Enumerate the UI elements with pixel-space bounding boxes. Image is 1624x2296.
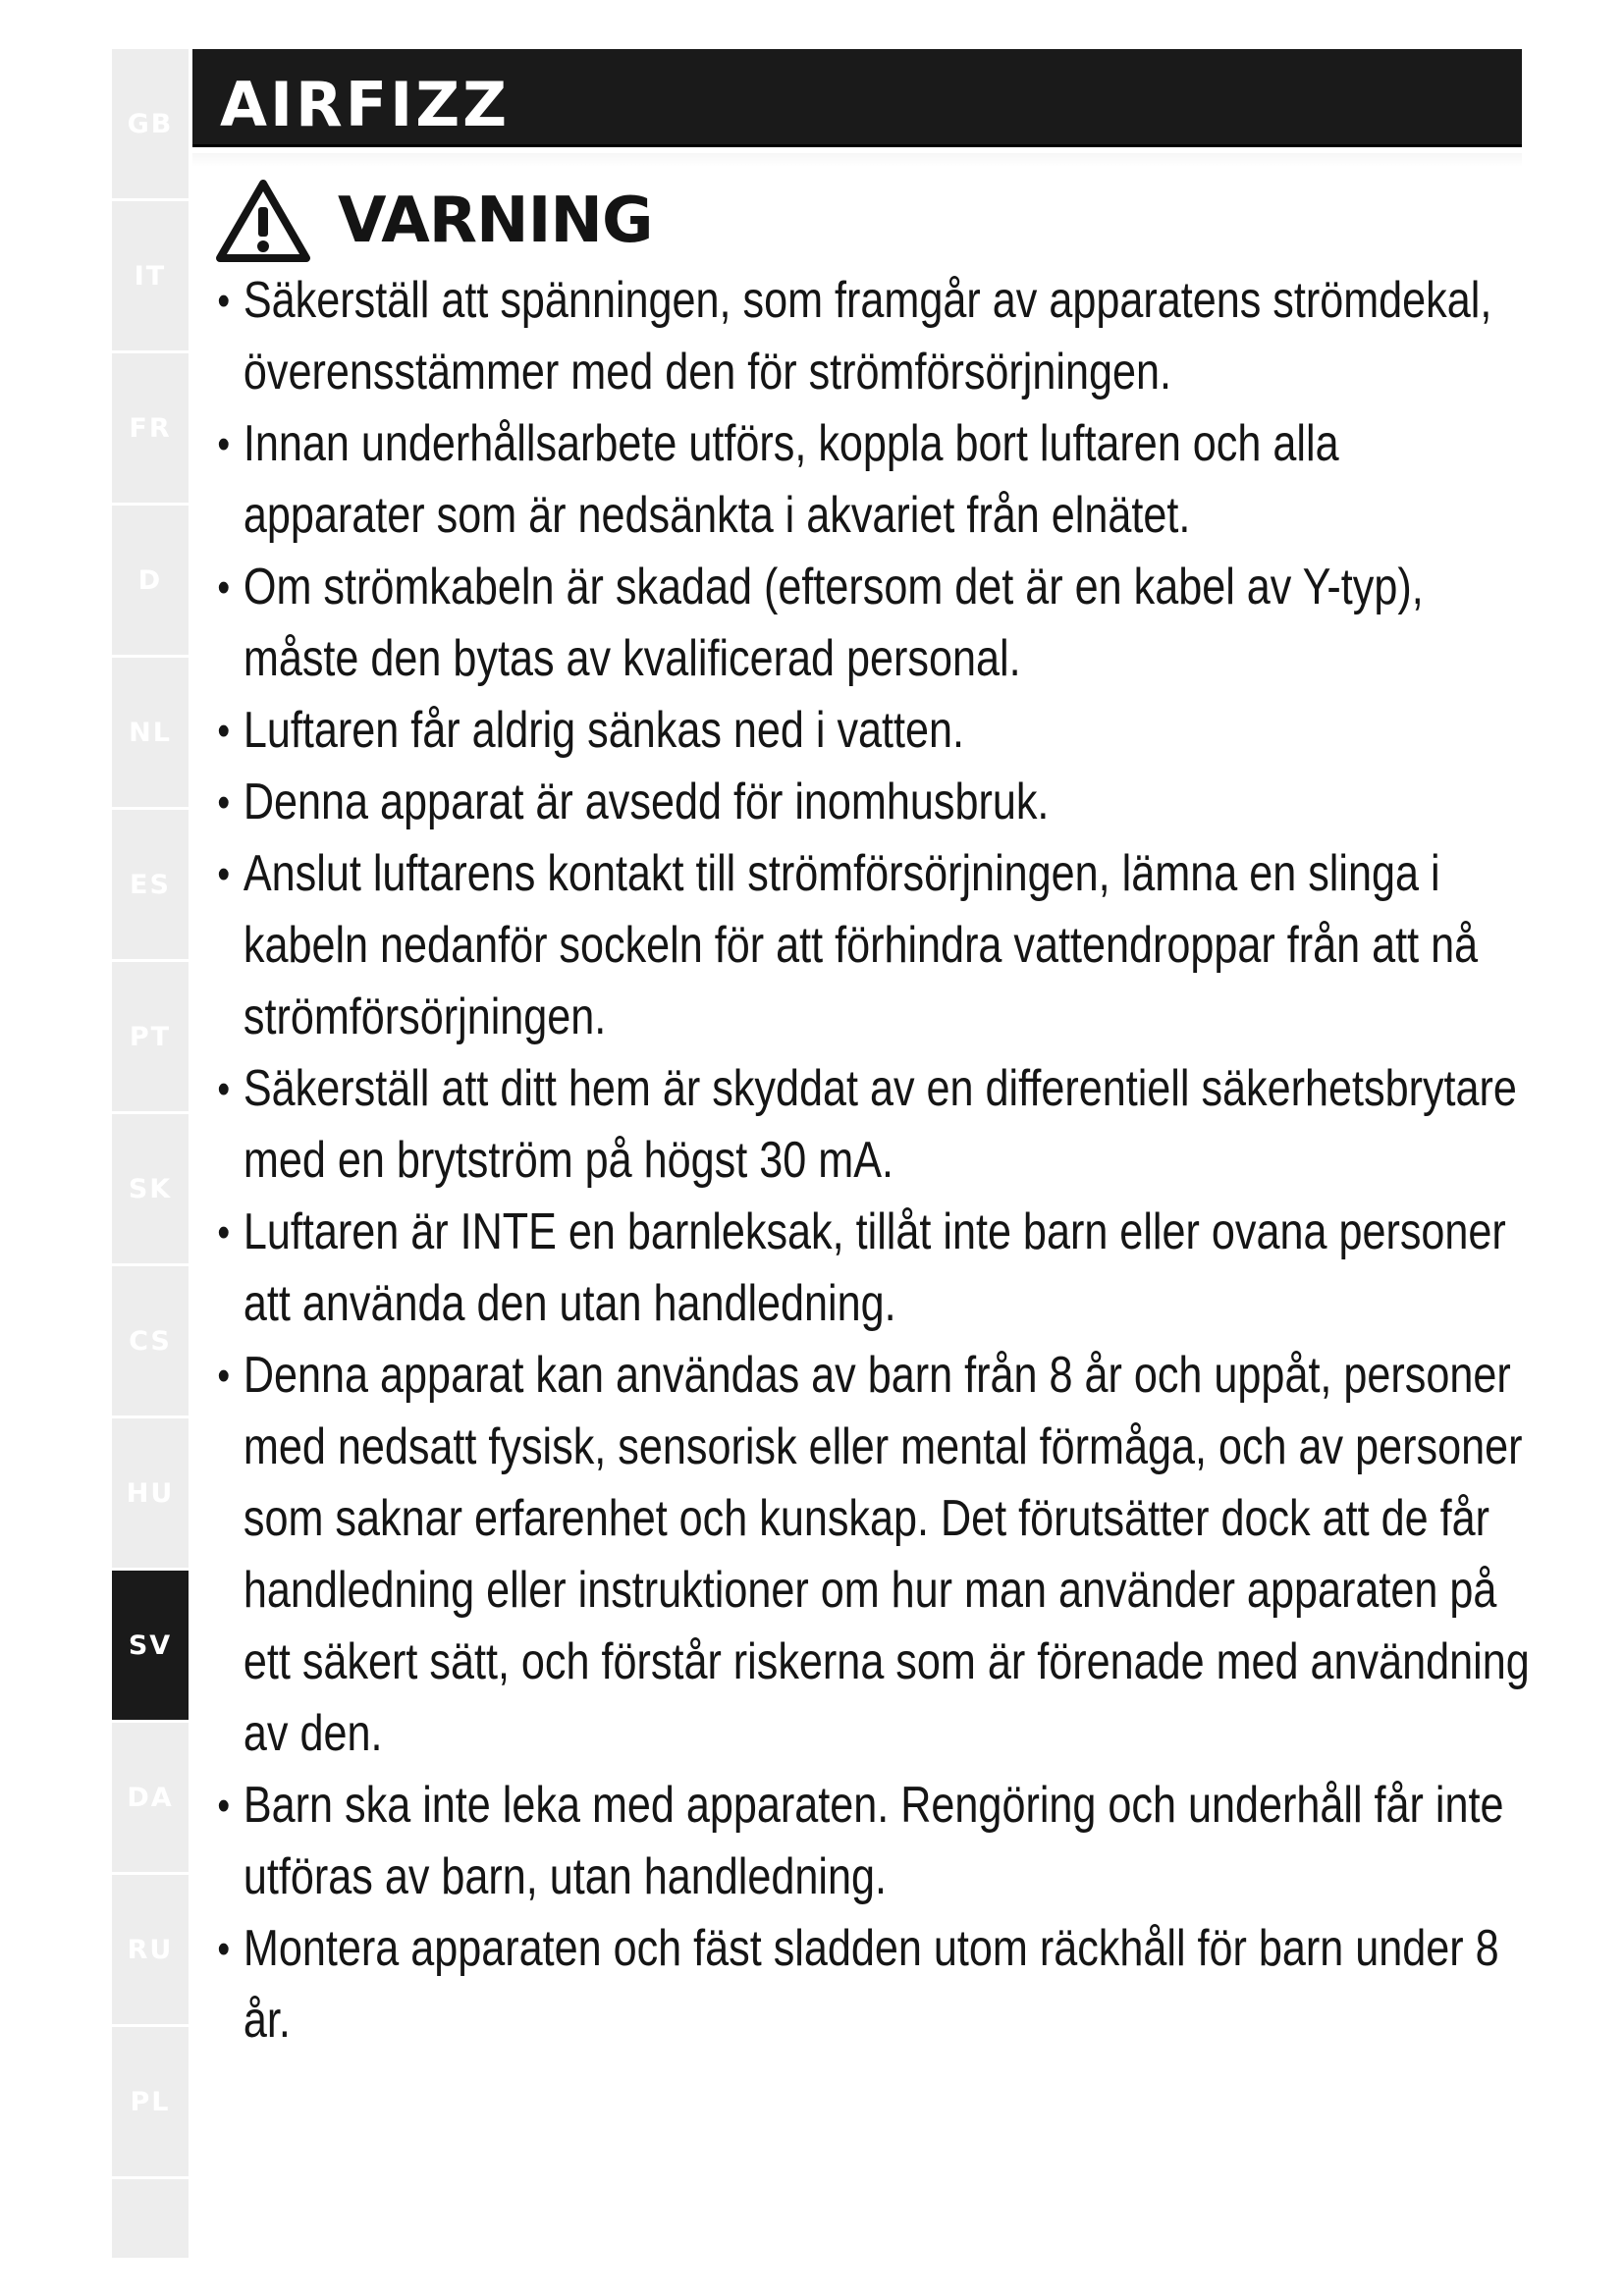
warning-item-text: Denna apparat är avsedd för inomhusbruk. — [243, 774, 1050, 830]
bullet-dot: • — [217, 420, 231, 468]
lang-tab-hu[interactable]: HU — [112, 1418, 189, 1571]
warning-item — [214, 1340, 1531, 1770]
lang-tab-ru[interactable]: RU — [112, 1875, 189, 2027]
warning-item — [214, 767, 1531, 838]
warning-item-text: Om strömkabeln är skadad (eftersom det är en kabel av Y-typ), måste den bytas av kvalificerad personal. — [243, 559, 1424, 687]
lang-tab-sv[interactable]: SV — [112, 1571, 189, 1723]
lang-tab-gb[interactable]: GB — [112, 49, 189, 201]
bullet-dot: • — [217, 563, 231, 612]
header-bar — [192, 49, 1522, 147]
warning-item-text: Denna apparat kan användas av barn från 8 år och uppåt, personer med nedsatt fysisk, sensorisk eller mental förmåga, och av personer som saknar erfarenhet och kunskap. Det förutsätter dock att de får handledning eller instruktioner om hur man använder apparaten på ett säkert sätt, och förstår riskerna som är förenade med användning av den. — [243, 1347, 1530, 1762]
bullet-dot: • — [217, 1352, 231, 1400]
warning-item-text: Säkerställ att ditt hem är skyddat av en differentiell säkerhetsbrytare med en brytström på högst 30 mA. — [243, 1060, 1517, 1189]
warning-item-text: Montera apparaten och fäst sladden utom räckhåll för barn under 8 år. — [243, 1920, 1499, 2049]
lang-tab-cs[interactable]: CS — [112, 1266, 189, 1418]
bullet-dot: • — [217, 1782, 231, 1830]
lang-tab-da[interactable]: DA — [112, 1723, 189, 1875]
bullet-dot: • — [217, 1208, 231, 1256]
header-shadow — [192, 153, 1522, 167]
warning-item — [214, 1770, 1531, 1913]
lang-tab-d[interactable]: D — [112, 506, 189, 658]
warning-item — [214, 265, 1531, 408]
warning-item — [214, 1197, 1531, 1340]
bullet-dot: • — [217, 707, 231, 755]
warning-heading — [216, 177, 652, 265]
warning-triangle-icon — [216, 180, 310, 262]
lang-tab-sk[interactable]: SK — [112, 1114, 189, 1266]
warning-item — [214, 838, 1531, 1053]
product-title: AIRFIZZ — [220, 69, 511, 140]
warning-item — [214, 408, 1531, 552]
lang-tab-pt[interactable]: PT — [112, 962, 189, 1114]
warning-title: VARNING — [338, 185, 653, 257]
warning-item-text: Innan underhållsarbete utförs, koppla bort luftaren och alla apparater som är nedsänkta i akvariet från elnätet. — [243, 415, 1339, 544]
warning-item-text: Luftaren får aldrig sänkas ned i vatten. — [243, 702, 965, 759]
warning-item — [214, 1913, 1531, 2056]
bullet-dot: • — [217, 1925, 231, 1973]
warning-item — [214, 1053, 1531, 1197]
warning-item-text: Barn ska inte leka med apparaten. Rengöring och underhåll får inte utföras av barn, utan handledning. — [243, 1777, 1504, 1905]
warning-item-text: Anslut luftarens kontakt till strömförsörjningen, lämna en slinga i kabeln nedanför sockeln för att förhindra vattendroppar från att nå strömförsörjningen. — [243, 845, 1479, 1045]
bullet-dot: • — [217, 1065, 231, 1113]
bullet-dot: • — [217, 277, 231, 325]
bullet-dot: • — [217, 850, 231, 898]
bullet-dot: • — [217, 778, 231, 827]
warning-item — [214, 552, 1531, 695]
lang-tab-es[interactable]: ES — [112, 810, 189, 962]
warning-item — [214, 695, 1531, 767]
lang-tab-nl[interactable]: NL — [112, 658, 189, 810]
lang-tab-pl[interactable]: PL — [112, 2027, 189, 2179]
language-sidebar — [112, 49, 189, 2258]
lang-tab-it[interactable]: IT — [112, 201, 189, 353]
warning-list — [214, 265, 1530, 2056]
warning-item-text: Luftaren är INTE en barnleksak, tillåt inte barn eller ovana personer att använda den utan handledning. — [243, 1203, 1506, 1332]
lang-tab-fr[interactable]: FR — [112, 353, 189, 506]
warning-item-text: Säkerställ att spänningen, som framgår av apparatens strömdekal, överensstämmer med den för strömförsörjningen. — [243, 272, 1492, 400]
